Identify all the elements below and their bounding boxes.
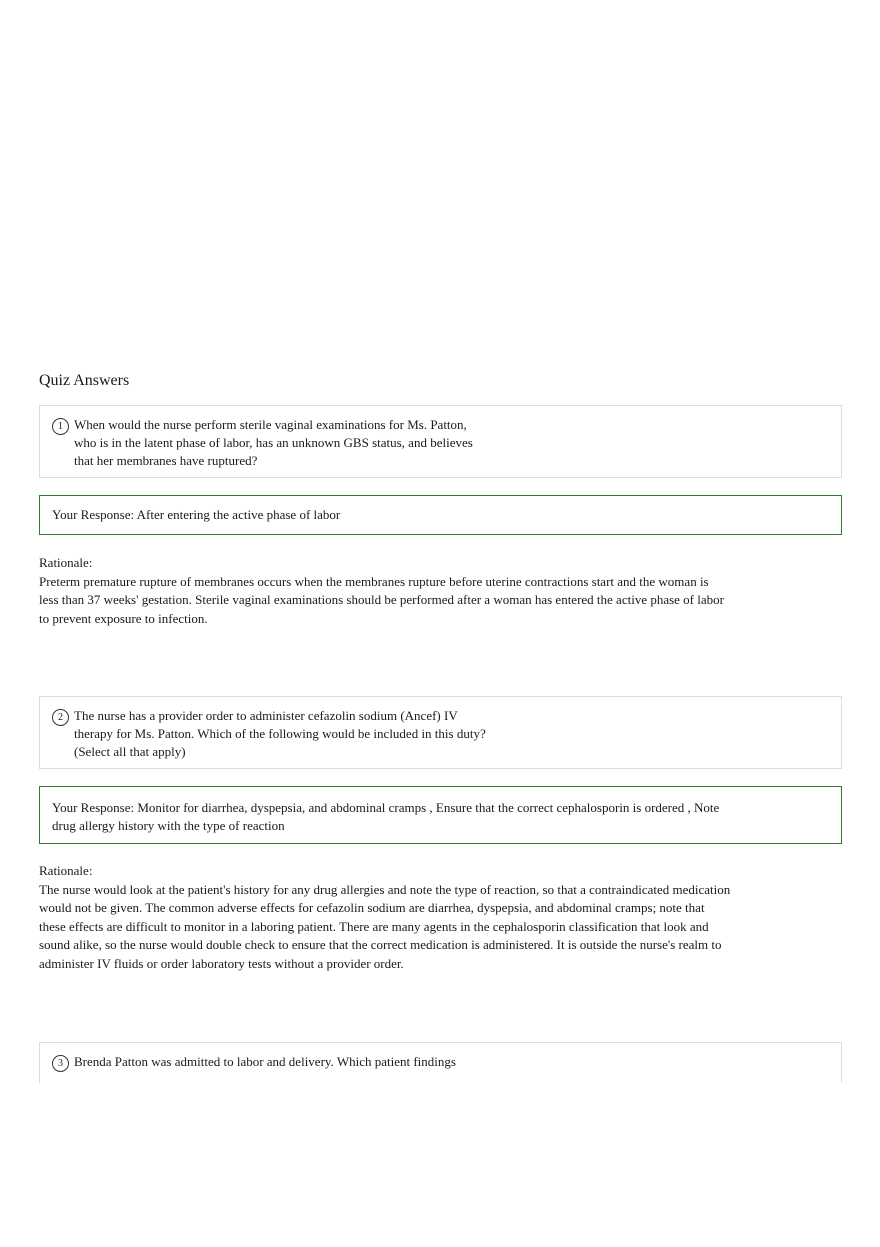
question-text-line: who is in the latent phase of labor, has an unknown GBS status, and believes <box>74 435 473 450</box>
question-text-line: (Select all that apply) <box>74 744 186 759</box>
rationale-block-1 <box>39 554 759 628</box>
question-3-box <box>39 1042 842 1083</box>
rationale-line: The nurse would look at the patient's history for any drug allergies and note the type of reaction, so that a contraindicated medication <box>39 881 731 897</box>
question-text-line: that her membranes have ruptured? <box>74 453 258 468</box>
question-number-badge: 1 <box>52 418 69 435</box>
page-title: Quiz Answers <box>39 372 130 389</box>
rationale-label: Rationale: <box>39 555 93 570</box>
question-text-line: Brenda Patton was admitted to labor and delivery. Which patient findings <box>74 1054 456 1069</box>
response-text: Monitor for diarrhea, dyspepsia, and abdominal cramps , Ensure that the correct cephalosporin is ordered , Note <box>137 800 720 815</box>
response-label: Your Response: <box>52 507 135 522</box>
rationale-block-2 <box>39 862 759 973</box>
rationale-line: administer IV fluids or order laboratory tests without a provider order. <box>39 955 404 971</box>
response-label: Your Response: <box>52 800 135 815</box>
question-2-box <box>39 696 842 769</box>
response-box-1 <box>39 495 842 535</box>
response-box-2 <box>39 786 842 844</box>
response-text: After entering the active phase of labor <box>136 507 341 522</box>
rationale-label: Rationale: <box>39 863 93 878</box>
rationale-line: would not be given. The common adverse effects for cefazolin sodium are diarrhea, dyspepsia, and abdominal cramps; note that <box>39 900 705 915</box>
rationale-line: sound alike, so the nurse would double check to ensure that the correct medication is administered. It is outside the nurse's realm to <box>39 937 722 952</box>
rationale-line: less than 37 weeks' gestation. Sterile vaginal examinations should be performed after a woman has entered the active phase of labor <box>39 592 724 607</box>
question-text-line: When would the nurse perform sterile vaginal examinations for Ms. Patton, <box>74 417 467 432</box>
rationale-line: to prevent exposure to infection. <box>39 610 208 626</box>
response-text: drug allergy history with the type of reaction <box>52 818 285 833</box>
question-number-badge: 2 <box>52 709 69 726</box>
rationale-line: these effects are difficult to monitor in a laboring patient. There are many agents in the cephalosporin classification that look and <box>39 918 709 934</box>
rationale-line: Preterm premature rupture of membranes occurs when the membranes rupture before uterine contractions start and the woman is <box>39 573 709 589</box>
question-1-box <box>39 405 842 478</box>
question-text-line: The nurse has a provider order to administer cefazolin sodium (Ancef) IV <box>74 708 458 723</box>
question-number-badge: 3 <box>52 1055 69 1072</box>
question-text-line: therapy for Ms. Patton. Which of the following would be included in this duty? <box>74 726 486 741</box>
